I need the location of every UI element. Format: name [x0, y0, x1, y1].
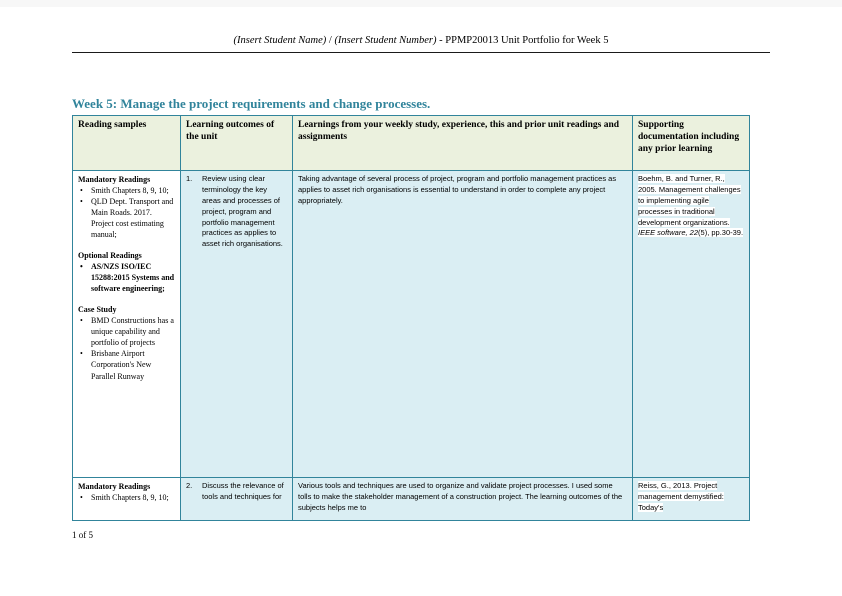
weekly-learning-cell-2	[293, 478, 633, 521]
item-number: 1.	[186, 174, 193, 183]
weekly-learning-cell-1	[293, 171, 633, 478]
student-name-placeholder: (Insert Student Name)	[233, 35, 327, 46]
numbered-item	[186, 174, 287, 250]
week-heading: Week 5: Manage the project requirements and change processes.	[72, 96, 431, 111]
list-item	[78, 196, 175, 240]
citation-pages: (5), pp.30-39.	[698, 228, 744, 238]
student-number-placeholder: (Insert Student Number)	[334, 35, 437, 46]
portfolio-table	[72, 115, 750, 521]
learning-outcome-cell-2	[181, 478, 293, 521]
learning-paragraph: Taking advantage of several process of project, program and portfolio management practices as applies to asset rich organisations is essential to understand in order to complete any project appropriately.	[298, 174, 617, 205]
list-item	[78, 261, 175, 294]
col-header-reading-samples: Reading samples	[73, 116, 181, 171]
numbered-item	[186, 481, 287, 503]
citation	[638, 481, 744, 514]
section-title-mandatory-readings: Mandatory Readings	[78, 482, 151, 491]
table-header-row	[73, 116, 750, 171]
header-course-title: - PPMP20013 Unit Portfolio for Week 5	[436, 35, 609, 46]
citation-text: Reiss, G., 2013. Project management demystified: Today's	[638, 481, 724, 512]
list-item-text: Smith Chapters 8, 9, 10;	[91, 186, 169, 196]
list-item	[78, 492, 175, 503]
supporting-doc-cell-1	[633, 171, 750, 478]
supporting-doc-cell-2	[633, 478, 750, 521]
table-row-2	[73, 478, 750, 521]
citation-journal-italic: IEEE software, 22	[638, 228, 699, 238]
window-top-edge	[0, 0, 842, 7]
reading-samples-cell-2	[73, 478, 181, 521]
reading-samples-cell-1	[73, 171, 181, 478]
citation	[638, 174, 744, 239]
list-item-text: AS/NZS ISO/IEC 15288:2015 Systems and software engineering;	[91, 262, 175, 294]
list-item	[78, 185, 175, 196]
page-number: 1 of 5	[72, 530, 93, 540]
table-row-1	[73, 171, 750, 478]
list-item	[78, 348, 175, 381]
section-title-mandatory-readings: Mandatory Readings	[78, 175, 151, 184]
list-item-text: Smith Chapters 8, 9, 10;	[91, 493, 169, 503]
header-separator: /	[326, 35, 335, 46]
col-header-learning-outcomes: Learning outcomes of the unit	[181, 116, 293, 171]
citation-text: Boehm, B. and Turner, R., 2005. Management challenges to implementing agile processes in traditional development organizations.	[638, 174, 741, 227]
section-title-case-study: Case Study	[78, 305, 117, 315]
list-item-text: BMD Constructions has a unique capability and portfolio of projects	[91, 316, 174, 348]
item-text: Review using clear terminology the key areas and processes of project, program and portfolio management practices as applies to asset rich organisations.	[202, 174, 283, 249]
item-text: Discuss the relevance of tools and techniques for	[202, 481, 284, 501]
learning-outcome-cell-1	[181, 171, 293, 478]
col-header-weekly-learnings: Learnings from your weekly study, experience, this and prior unit readings and assignments	[293, 116, 633, 171]
learning-paragraph: Various tools and techniques are used to organize and validate project processes. I used some tolls to make the stakeholder management of a construction project. The learning outcomes of the subjects helps me to	[298, 481, 623, 512]
document-header	[72, 34, 770, 53]
section-title-optional-readings: Optional Readings	[78, 251, 142, 261]
list-item-text: QLD Dept. Transport and Main Roads. 2017. Project cost estimating manual;	[91, 197, 174, 240]
item-number: 2.	[186, 481, 193, 490]
list-item-text: Brisbane Airport Corporation's New Parallel Runway	[91, 349, 152, 381]
col-header-supporting-documentation: Supporting documentation including any prior learning	[633, 116, 750, 171]
list-item	[78, 315, 175, 348]
